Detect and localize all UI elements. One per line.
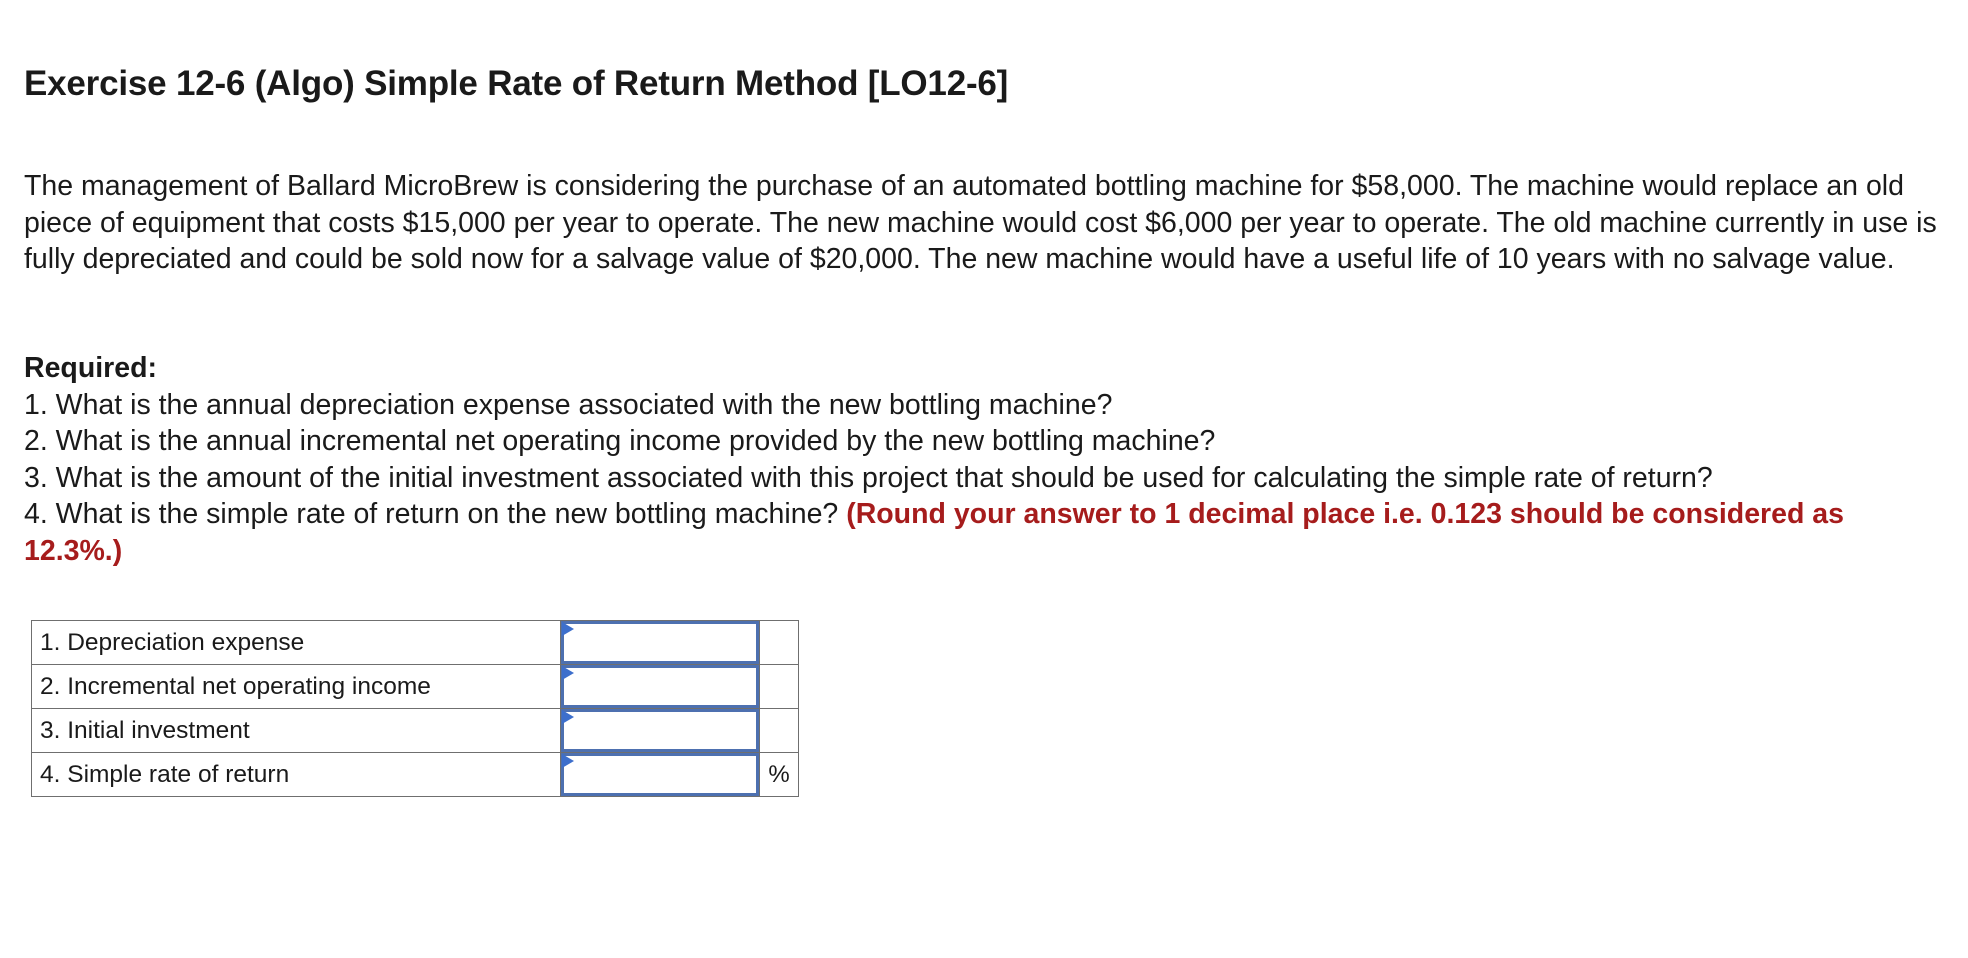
- table-row: [32, 753, 799, 797]
- table-row: [32, 709, 799, 753]
- unit-cell: [760, 709, 799, 753]
- problem-statement: The management of Ballard MicroBrew is considering the purchase of an automated bottling machine for $58,000. The machine would replace an old piece of equipment that costs $15,000 per year to operate. The new machine would cost $6,000 per year to operate. The old machine currently in use is fully depreciated and could be sold now for a salvage value of $20,000. The new machine would have a useful life of 10 years with no salvage value.: [24, 170, 1937, 275]
- simple-rate-of-return-input[interactable]: [561, 753, 759, 796]
- row-label-simple-rate: 4. Simple rate of return: [32, 753, 561, 797]
- input-cell: [561, 709, 760, 753]
- required-item-2: 2. What is the annual incremental net operating income provided by the new bottling machine?: [24, 425, 1216, 457]
- exercise-title: Exercise 12-6 (Algo) Simple Rate of Return Method [LO12-6]: [24, 64, 1009, 103]
- unit-cell: [760, 665, 799, 709]
- required-item-4: 4. What is the simple rate of return on the new bottling machine?: [24, 498, 839, 530]
- input-flag-icon: [562, 710, 574, 724]
- table-row: [32, 621, 799, 665]
- row-label-incremental-noi: 2. Incremental net operating income: [32, 665, 561, 709]
- row-label-initial-investment: 3. Initial investment: [32, 709, 561, 753]
- input-flag-icon: [562, 622, 574, 636]
- answer-table: [31, 620, 799, 797]
- incremental-noi-input[interactable]: [561, 665, 759, 708]
- required-item-4-wrapper: [24, 496, 1944, 569]
- table-row: [32, 665, 799, 709]
- required-item-3: 3. What is the amount of the initial investment associated with this project that should be used for calculating the simple rate of return?: [24, 461, 1713, 494]
- depreciation-expense-input[interactable]: [561, 621, 759, 664]
- input-cell: [561, 665, 760, 709]
- initial-investment-input[interactable]: [561, 709, 759, 752]
- unit-cell: [760, 621, 799, 665]
- required-heading: Required:: [24, 352, 158, 384]
- required-section: [24, 350, 1944, 569]
- percent-unit: %: [760, 753, 799, 797]
- input-cell: [561, 753, 760, 797]
- required-item-1: 1. What is the annual depreciation expense associated with the new bottling machine?: [24, 388, 1113, 421]
- input-flag-icon: [562, 666, 574, 680]
- input-flag-icon: [562, 754, 574, 768]
- rounding-note: (Round your answer to 1 decimal place i.e. 0.123 should be considered as 12.3%.): [24, 498, 1845, 567]
- input-cell: [561, 621, 760, 665]
- row-label-depreciation: 1. Depreciation expense: [32, 621, 561, 665]
